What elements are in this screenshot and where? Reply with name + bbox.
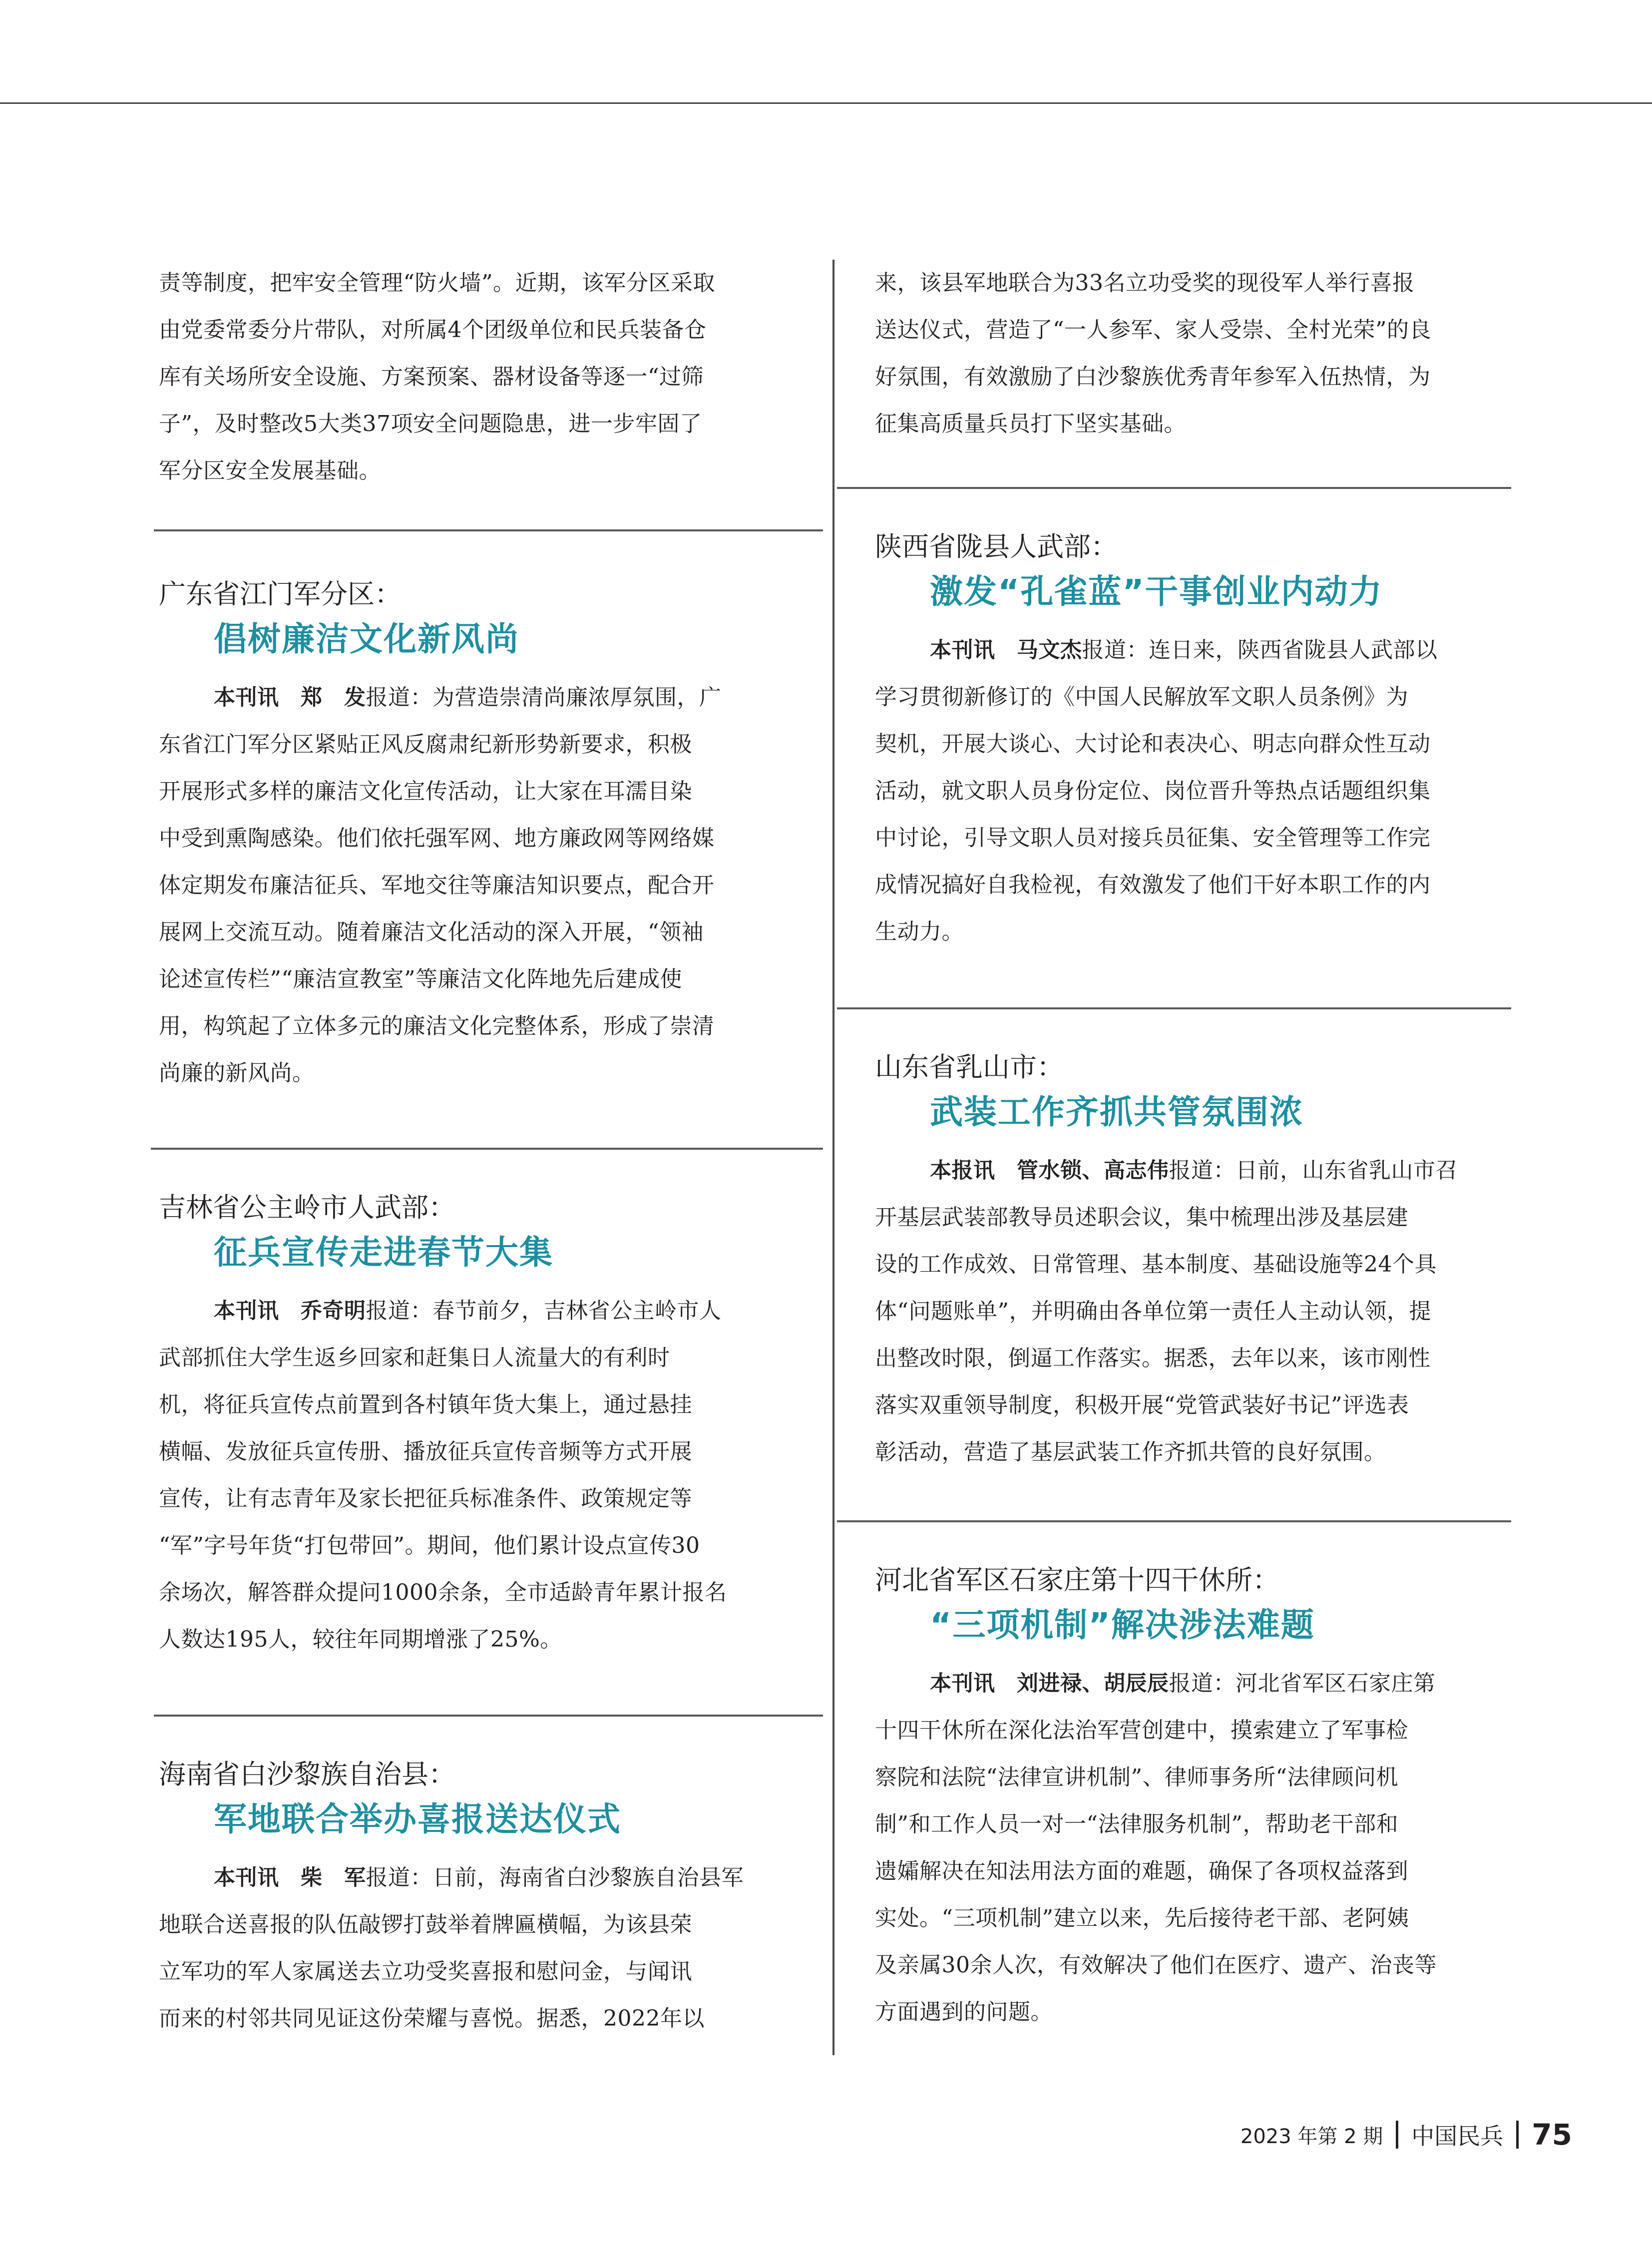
- continued-article-end: [875, 260, 1514, 448]
- article-body: [159, 1288, 798, 1663]
- article-rushan: [875, 1047, 1514, 1476]
- article-byline: 本报讯 管水锁、高志伟: [930, 1158, 1169, 1183]
- continued-article-end: [159, 260, 798, 494]
- article-baisha: [159, 1755, 798, 2042]
- article-text: 报道：日前，海南省白沙黎族自治县军 地联合送喜报的队伍敲锣打鼓举着牌匾横幅，为该县荣 立军功的军人家属送去立功受奖喜报和慰问金，与闻讯 而来的村邻共同见证这份荣耀与喜悦。据悉，2022年以: [159, 1865, 744, 2031]
- page-footer: [1240, 2118, 1572, 2152]
- article-text: 报道：河北省军区石家庄第 十四干休所在深化法治军营创建中，摸索建立了军事检 察院和法院“法律宣讲机制”、律师事务所“法律顾问机 制”和工作人员一对一“法律服务机制”，帮助老干部和 遗孀解决在知法用法方面的难题，确保了各项权益落到 实处。“三项机制”建立以来，先后接待老干部、老阿姨 及亲属30余人次，有效解决了他们在医疗、遗产、治丧等 方面遇到的问题。: [875, 1671, 1437, 2025]
- footer-separator: [1516, 2121, 1519, 2149]
- section-rule: [837, 487, 1511, 489]
- issue-label: 2023 年第 2 期: [1240, 2125, 1383, 2148]
- article-text: 报道：日前，山东省乳山市召 开基层武装部教导员述职会议，集中梳理出涉及基层建 设的工作成效、日常管理、基本制度、基础设施等24个具 体“问题账单”，并明确由各单位第一责任人主动认领，提 出整改时限，倒逼工作落实。据悉，去年以来，该市刚性 落实双重领导制度，积极开展“党管武装好书记”评选表 彰活动，营造了基层武装工作齐抓共管的良好氛围。: [875, 1158, 1458, 1465]
- article-jiangmen: [159, 574, 798, 1097]
- article-body: [875, 627, 1514, 955]
- article-region: 河北省军区石家庄第十四干休所：: [875, 1564, 1279, 1596]
- article-headline: 军地联合举办喜报送达仪式: [214, 1800, 621, 1838]
- article-byline: 本刊讯 马文杰: [930, 638, 1082, 663]
- article-text: 报道：连日来，陕西省陇县人武部以 学习贯彻新修订的《中国人民解放军文职人员条例》为 契机，开展大谈心、大讨论和表决心、明志向群众性互动 活动，就文职人员身份定位、岗位晋升等热点话题组织集 中讨论，引导文职人员对接兵员征集、安全管理等工作完 成情况搞好自我检视，有效激发了他们干好本职工作的内 生动力。: [875, 637, 1438, 944]
- article-region: 山东省乳山市：: [875, 1051, 1064, 1083]
- article-headline: “三项机制”解决涉法难题: [930, 1606, 1315, 1644]
- article-body: [159, 674, 798, 1097]
- article-region: 陕西省陇县人武部：: [875, 531, 1118, 562]
- article-shijiazhuang: [875, 1560, 1514, 2036]
- article-headline: 激发“孔雀蓝”干事创业内动力: [930, 572, 1383, 611]
- article-headline: 武装工作齐抓共管氛围浓: [930, 1093, 1303, 1131]
- article-body: [875, 1147, 1514, 1476]
- article-region: 海南省白沙黎族自治县：: [159, 1759, 455, 1790]
- column-divider: [832, 260, 834, 2055]
- article-region: 广东省江门军分区：: [159, 578, 402, 610]
- section-rule: [151, 1148, 823, 1150]
- continued-text: 责等制度，把牢安全管理“防火墙”。近期，该军分区采取 由党委常委分片带队，对所属4个团级单位和民兵装备仓 库有关场所安全设施、方案预案、器材设备等逐一“过筛 子”，及时整改5大类37项安全问题隐患，进一步牢固了 军分区安全发展基础。: [159, 270, 715, 483]
- article-gongzhuling: [159, 1188, 798, 1663]
- article-body: [159, 1854, 798, 2042]
- article-text: 报道：春节前夕，吉林省公主岭市人 武部抓住大学生返乡回家和赶集日人流量大的有利时 机，将征兵宣传点前置到各村镇年货大集上，通过悬挂 横幅、发放征兵宣传册、播放征兵宣传音频等方式开展 宣传，让有志青年及家长把征兵标准条件、政策规定等 “军”字号年货“打包带回”。期间，他们累计设点宣传30 余场次，解答群众提问1000余条，全市适龄青年累计报名 人数达195人，较往年同期增涨了25%。: [159, 1298, 727, 1652]
- article-region: 吉林省公主岭市人武部：: [159, 1192, 455, 1223]
- magazine-name: 中国民兵: [1411, 2123, 1504, 2150]
- article-byline: 本刊讯 郑 发: [214, 685, 366, 710]
- section-rule: [837, 1007, 1511, 1009]
- section-rule: [154, 529, 823, 531]
- continued-text: 来，该县军地联合为33名立功受奖的现役军人举行喜报 送达仪式，营造了“一人参军、家人受崇、全村光荣”的良 好氛围，有效激励了白沙黎族优秀青年参军入伍热情，为 征集高质量兵员打下坚实基础。: [875, 270, 1431, 437]
- article-headline: 征兵宣传走进春节大集: [214, 1233, 553, 1272]
- article-byline: 本刊讯 刘进禄、胡辰辰: [930, 1671, 1169, 1696]
- section-rule: [837, 1520, 1511, 1522]
- footer-separator: [1396, 2121, 1398, 2149]
- top-rule: [0, 102, 1652, 104]
- article-byline: 本刊讯 柴 军: [214, 1865, 366, 1890]
- article-text: 报道：为营造崇清尚廉浓厚氛围，广 东省江门军分区紧贴正风反腐肃纪新形势新要求，积极 开展形式多样的廉洁文化宣传活动，让大家在耳濡目染 中受到熏陶感染。他们依托强军网、地方廉政网等网络媒 体定期发布廉洁征兵、军地交往等廉洁知识要点，配合开 展网上交流互动。随着廉洁文化活动的深入开展，“领袖 论述宣传栏”“廉洁宣教室”等廉洁文化阵地先后建成使 用，构筑起了立体多元的廉洁文化完整体系，形成了崇清 尚廉的新风尚。: [159, 685, 722, 1086]
- page-number: 75: [1532, 2118, 1572, 2152]
- section-rule: [154, 1715, 823, 1717]
- article-byline: 本刊讯 乔奇明: [214, 1299, 366, 1324]
- article-body: [875, 1660, 1514, 2036]
- article-longxian: [875, 527, 1514, 955]
- article-headline: 倡树廉洁文化新风尚: [214, 620, 519, 658]
